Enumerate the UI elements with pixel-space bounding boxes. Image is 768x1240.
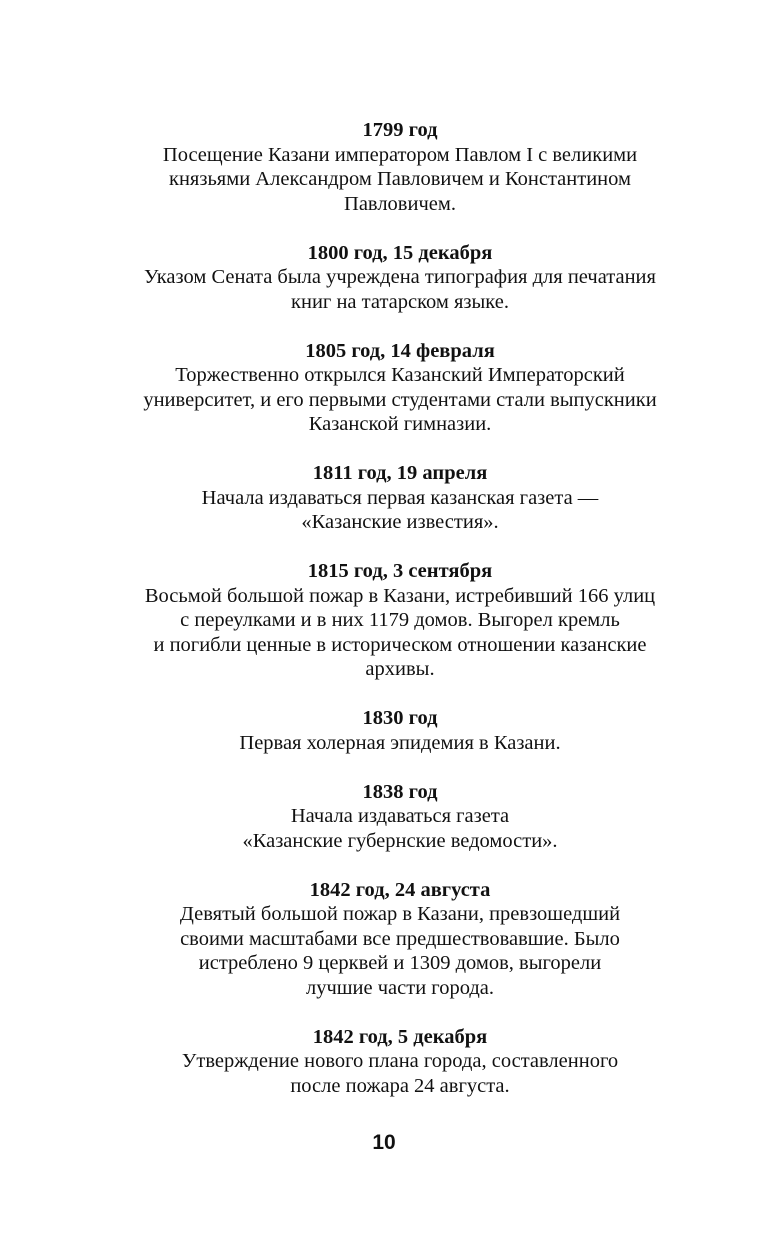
entry-text-line: университет, и его первыми студентами стали выпускники bbox=[143, 388, 657, 411]
entry-date: 1830 год bbox=[362, 707, 438, 729]
chronology-entry bbox=[110, 461, 690, 535]
entry-text-line: Казанской гимназии. bbox=[308, 413, 492, 435]
entry-text-line: книг на татарском языке. bbox=[291, 290, 509, 313]
entry-text-line: и погибли ценные в историческом отношении казанские bbox=[153, 633, 647, 656]
entry-text-line: Указом Сената была учреждена типография для печатания bbox=[144, 266, 656, 288]
chronology-entry bbox=[110, 339, 690, 437]
entry-date: 1842 год, 5 декабря bbox=[312, 1025, 488, 1048]
entry-date: 1838 год bbox=[362, 780, 438, 803]
entry-date: 1800 год, 15 декабря bbox=[307, 241, 493, 264]
entry-date: 1815 год, 3 сентября bbox=[307, 560, 493, 582]
entry-text-line: истреблено 9 церквей и 1309 домов, выгорели bbox=[198, 952, 602, 974]
entry-text-line: Первая холерная эпидемия в Казани. bbox=[239, 731, 561, 754]
entry-date: 1799 год bbox=[362, 119, 438, 141]
chronology-list bbox=[110, 118, 690, 1123]
entry-text-line: архивы. bbox=[365, 658, 435, 680]
entry-date: 1805 год, 14 февраля bbox=[305, 339, 495, 362]
entry-text-line: Начала издаваться первая казанская газета — bbox=[201, 486, 599, 509]
entry-text-line: своими масштабами все предшествовавшие. Было bbox=[180, 927, 620, 950]
entry-text-line: Павловичем. bbox=[344, 192, 456, 215]
entry-text-line: после пожара 24 августа. bbox=[290, 1074, 510, 1097]
chronology-entry bbox=[110, 118, 690, 216]
entry-text-line: Начала издаваться газета bbox=[290, 805, 510, 827]
chronology-entry bbox=[110, 241, 690, 315]
chronology-entry bbox=[110, 878, 690, 1001]
page-number: 10 bbox=[372, 1131, 396, 1154]
entry-text-line: Девятый большой пожар в Казани, превзошедший bbox=[179, 903, 621, 925]
entry-text-line: Утверждение нового плана города, составленного bbox=[181, 1050, 619, 1072]
chronology-entry bbox=[110, 706, 690, 755]
chronology-entry bbox=[110, 1025, 690, 1099]
entry-date: 1811 год, 19 апреля bbox=[312, 462, 488, 484]
entry-text-line: князьями Александром Павловичем и Константином bbox=[169, 168, 631, 190]
entry-text-line: лучшие части города. bbox=[305, 976, 495, 999]
entry-text-line: Торжественно открылся Казанский Императорский bbox=[175, 364, 625, 386]
chronology-entry bbox=[110, 780, 690, 854]
entry-text-line: Посещение Казани императором Павлом I с великими bbox=[162, 143, 638, 166]
entry-date: 1842 год, 24 августа bbox=[309, 878, 491, 901]
entry-text-line: «Казанские губернские ведомости». bbox=[242, 829, 558, 852]
chronology-entry bbox=[110, 559, 690, 682]
entry-text-line: Восьмой большой пожар в Казани, истребивший 166 улиц bbox=[144, 584, 656, 607]
entry-text-line: с переулками и в них 1179 домов. Выгорел кремль bbox=[180, 609, 620, 631]
entry-text-line: «Казанские известия». bbox=[301, 511, 499, 533]
